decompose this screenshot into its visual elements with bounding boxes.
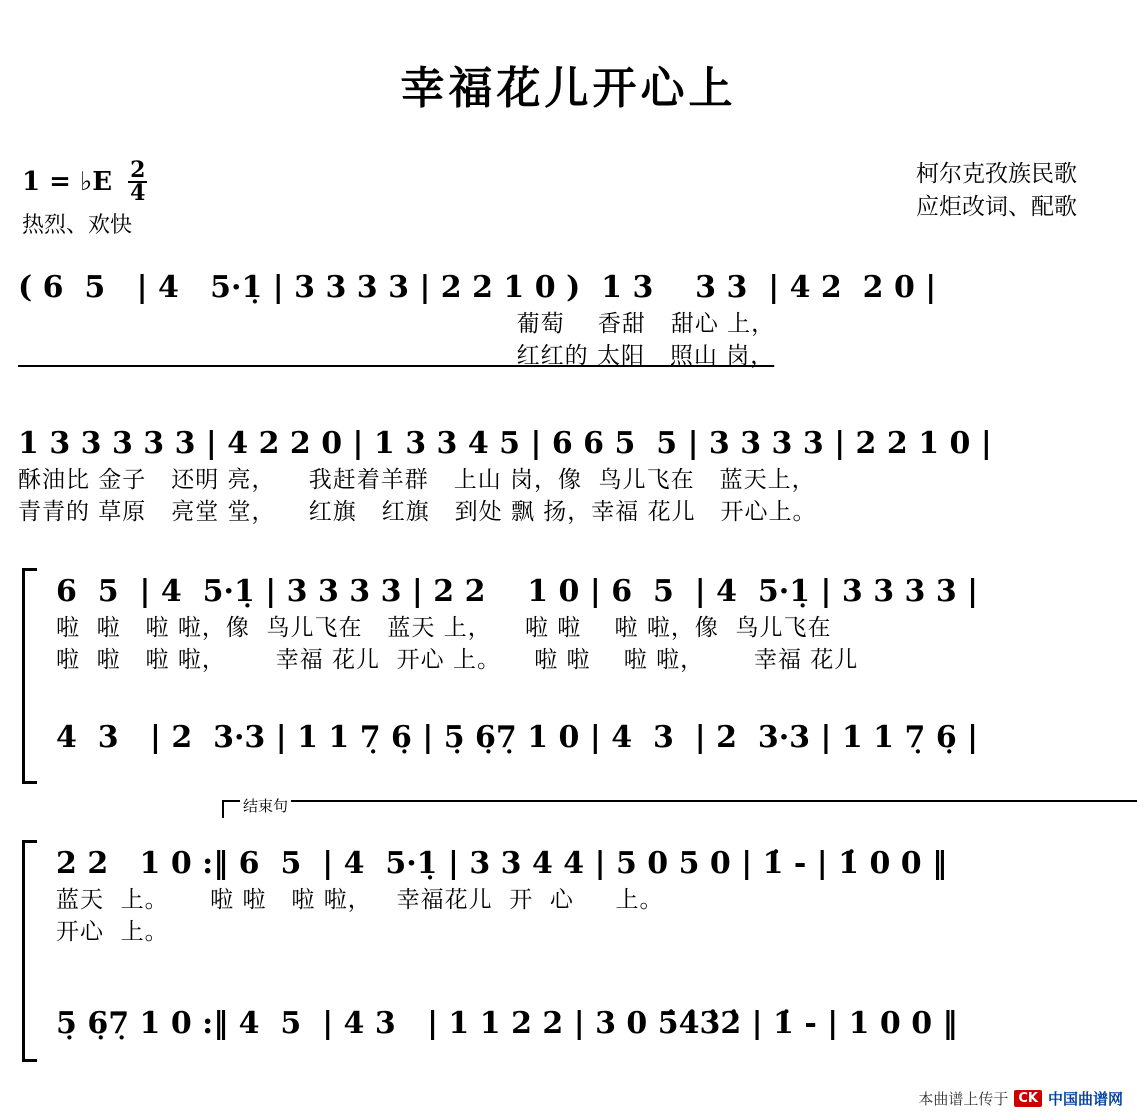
lyric-line: 红红的 太阳 照山 岗， (18, 343, 775, 369)
notation-line: 1 3 3 3 3 3 | 4 2 2 0 | 1 3 3 4 5 | 6 6 5 5 | 3 3 3 3 | 2 2 1 0 | (18, 426, 992, 461)
music-system-6 (0, 1004, 1137, 1044)
time-signature (128, 157, 147, 206)
lyric-line: 青青的 草原 亮堂 堂， 红旗 红旗 到处 飘 扬，幸福 花儿 开心上。 (18, 499, 817, 525)
music-system-3 (0, 572, 1137, 676)
key-signature (22, 157, 147, 206)
music-system-4 (0, 718, 1137, 758)
notation-line: 5̣ 6̣7̣ 1 0 :‖ 4 5 | 4 3 | 1 1 2 2 | 3 0 5̇4̇3̇2̇ | 1̇ - | 1 0 0 ‖ (56, 1006, 958, 1041)
lyric-line: 酥油比 金子 还明 亮， 我赶着羊群 上山 岗，像 鸟儿飞在 蓝天上， (18, 467, 816, 493)
site-logo-icon: CK (1014, 1090, 1042, 1107)
tempo-marking: 热烈、欢快 (22, 213, 133, 238)
time-signature-denominator: 4 (130, 179, 146, 206)
notation-line: 6 5 | 4 5·1̣ | 3 3 3 3 | 2 2 1 0 | 6 5 | 4 5·1̣ | 3 3 3 3 | (56, 574, 979, 609)
music-system-1 (0, 268, 1137, 372)
lyric-line: 开心 上。 (56, 919, 169, 945)
credit-line-2: 应炬改词、配歌 (916, 194, 1077, 221)
credits (916, 158, 1077, 225)
notation-line: 2 2 1 0 :‖ 6 5 | 4 5·1̣ | 3 3 4 4 | 5 0 5 0 | 1̇ - | 1̇ 0 0 ‖ (56, 846, 948, 881)
music-system-2 (0, 424, 1137, 528)
footer-text: 本曲谱上传于 (918, 1090, 1009, 1108)
lyric-line: 葡萄 香甜 甜心 上， (18, 311, 776, 337)
footer-credit (918, 1088, 1123, 1109)
time-signature-numerator: 2 (130, 157, 146, 183)
lyric-line: 啦 啦 啦 啦， 幸福 花儿 开心 上。 啦 啦 啦 啦， 幸福 花儿 (56, 647, 859, 673)
credit-line-1: 柯尔克孜族民歌 (916, 161, 1077, 187)
key-signature-text: 1 = ♭E (22, 166, 113, 197)
page-title: 幸福花儿开心上 (400, 63, 737, 114)
ending-bracket (222, 800, 1137, 818)
ending-label: 结束句 (240, 795, 291, 816)
lyric-line: 啦 啦 啦 啦，像 鸟儿飞在 蓝天 上， 啦 啦 啦 啦，像 鸟儿飞在 (56, 615, 832, 641)
notation-line: 4 3 | 2 3·3 | 1 1 7̣ 6̣ | 5̣ 6̣7̣ 1 0 | 4 3 | 2 3·3 | 1 1 7̣ 6̣ | (56, 720, 979, 755)
music-system-5 (0, 844, 1137, 948)
notation-line: ( 6 5 | 4 5·1̣ | 3 3 3 3 | 2 2 1 0 ) 1 3 3 3 | 4 2 2 0 | (18, 270, 937, 305)
lyric-line: 蓝天 上。 啦 啦 啦 啦， 幸福花儿 开 心 上。 (56, 887, 664, 913)
footer-site-name: 中国曲谱网 (1047, 1090, 1123, 1108)
